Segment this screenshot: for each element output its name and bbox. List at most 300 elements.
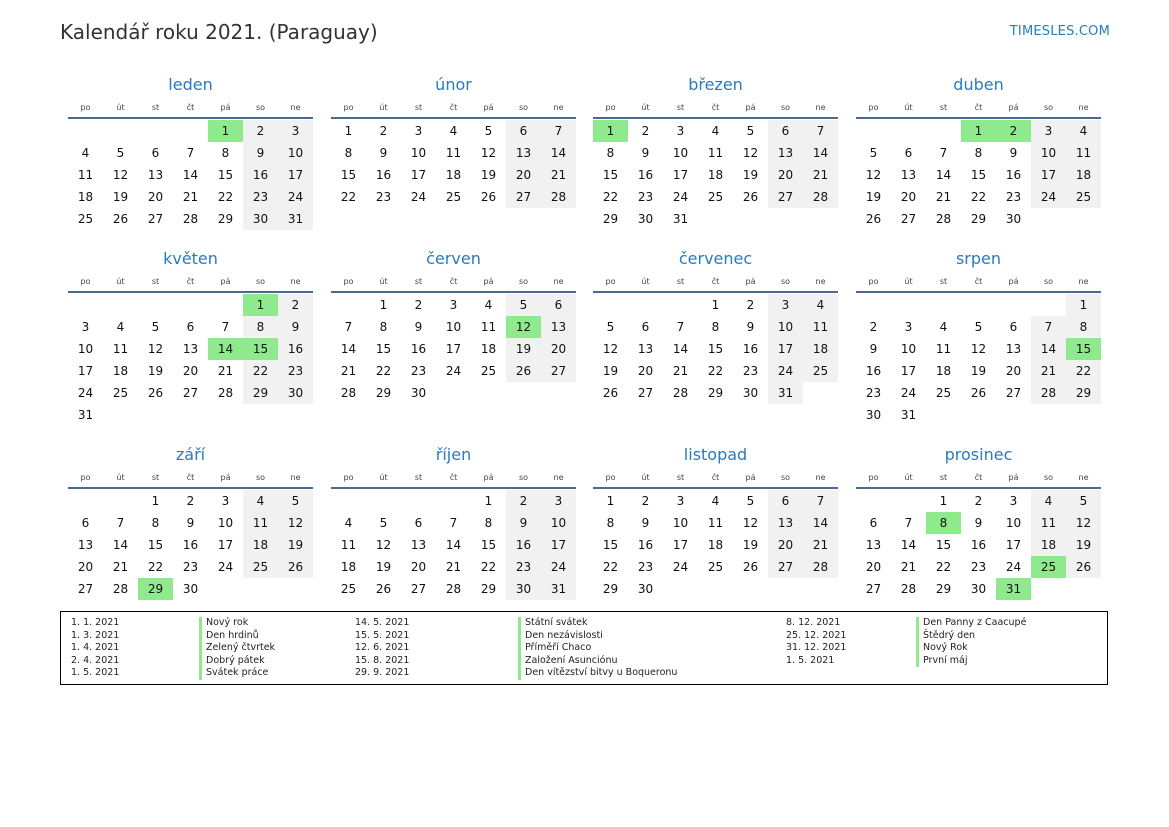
month-calendar — [593, 73, 838, 230]
empty-day-cell — [173, 404, 208, 426]
day-cell: 24 — [768, 360, 803, 382]
week-row — [68, 120, 313, 142]
day-cell: 6 — [768, 490, 803, 512]
day-cell: 11 — [243, 512, 278, 534]
empty-day-cell — [926, 294, 961, 316]
day-cell: 17 — [1005, 538, 1022, 552]
day-cell: 3 — [81, 320, 90, 334]
empty-day-cell — [996, 404, 1031, 426]
empty-day-cell — [1031, 294, 1066, 316]
day-cell: 16 — [375, 168, 392, 182]
empty-day-cell — [1066, 404, 1101, 426]
weekday-label: čt — [974, 277, 983, 286]
day-cell: 21 — [445, 560, 462, 574]
weekday-label: út — [904, 277, 913, 286]
day-cell: 19 — [112, 190, 129, 204]
week-row — [593, 490, 838, 512]
day-cell: 25 — [480, 364, 497, 378]
day-cell: 10 — [278, 142, 313, 164]
day-cell: 14 — [1031, 338, 1066, 360]
empty-day-cell — [698, 208, 733, 230]
day-cell: 22 — [602, 190, 619, 204]
empty-day-cell — [768, 208, 803, 230]
legend-holiday-name: Státní svátek — [518, 617, 677, 630]
month-calendar — [856, 247, 1101, 426]
week-row — [856, 382, 1101, 404]
day-cell: 23 — [970, 560, 987, 574]
week-row — [856, 120, 1101, 142]
week-row — [856, 404, 1101, 426]
weekday-label: čt — [711, 277, 720, 286]
brand-link[interactable]: TIMESLES.COM — [1009, 24, 1110, 39]
holiday-day-cell: 14 — [208, 338, 243, 360]
day-cell: 27 — [410, 582, 427, 596]
day-cell: 8 — [379, 320, 388, 334]
day-cell: 11 — [935, 342, 952, 356]
day-cell: 13 — [506, 142, 541, 164]
empty-day-cell — [331, 490, 366, 512]
empty-day-cell — [471, 382, 506, 404]
empty-day-cell — [1031, 578, 1066, 600]
day-cell: 9 — [186, 516, 195, 530]
month-calendar — [856, 73, 1101, 230]
weekday-label: ne — [1078, 103, 1089, 112]
week-row — [856, 490, 1101, 512]
day-cell: 30 — [1005, 212, 1022, 226]
day-cell: 11 — [77, 168, 94, 182]
holiday-day-cell: 15 — [1066, 338, 1101, 360]
day-cell: 9 — [1009, 146, 1018, 160]
day-cell: 27 — [768, 186, 803, 208]
day-cell: 17 — [672, 168, 689, 182]
day-cell: 7 — [676, 320, 685, 334]
legend-date: 1. 3. 2021 — [71, 629, 120, 641]
week-row — [68, 360, 313, 382]
day-cell: 25 — [77, 212, 94, 226]
day-cell: 25 — [707, 560, 724, 574]
day-cell: 6 — [641, 320, 650, 334]
day-cell: 4 — [803, 294, 838, 316]
day-cell: 17 — [445, 342, 462, 356]
day-cell: 19 — [278, 534, 313, 556]
empty-day-cell — [208, 294, 243, 316]
day-cell: 27 — [541, 360, 576, 382]
day-cell: 18 — [77, 190, 94, 204]
day-cell: 8 — [606, 146, 615, 160]
week-row — [331, 142, 576, 164]
day-cell: 1 — [151, 494, 160, 508]
day-cell: 12 — [602, 342, 619, 356]
weekday-label: po — [343, 103, 354, 112]
day-cell: 6 — [541, 294, 576, 316]
day-cell: 23 — [243, 186, 278, 208]
holiday-day-cell: 15 — [243, 338, 278, 360]
holiday-day-cell: 31 — [996, 578, 1031, 600]
legend-date: 12. 6. 2021 — [355, 642, 410, 653]
day-cell: 10 — [1005, 516, 1022, 530]
day-cell: 23 — [637, 190, 654, 204]
day-cell: 2 — [869, 320, 878, 334]
day-cell: 29 — [375, 386, 392, 400]
day-cell: 26 — [506, 360, 541, 382]
day-cell: 7 — [221, 320, 230, 334]
weekday-label: po — [868, 277, 879, 286]
empty-day-cell — [593, 294, 628, 316]
day-cell: 25 — [1066, 186, 1101, 208]
day-cell: 5 — [746, 494, 755, 508]
day-cell: 7 — [803, 120, 838, 142]
day-cell: 28 — [541, 186, 576, 208]
empty-day-cell — [173, 120, 208, 142]
day-cell: 26 — [970, 386, 987, 400]
day-cell: 11 — [707, 146, 724, 160]
day-cell: 20 — [77, 560, 94, 574]
empty-day-cell — [541, 382, 576, 404]
legend-date: 1. 1. 2021 — [71, 617, 120, 628]
day-cell: 30 — [506, 578, 541, 600]
week-row — [68, 338, 313, 360]
month-name: březen — [688, 75, 743, 94]
day-cell: 30 — [243, 208, 278, 230]
day-cell: 16 — [410, 342, 427, 356]
day-cell: 29 — [217, 212, 234, 226]
holiday-day-cell: 1 — [593, 120, 628, 142]
day-cell: 12 — [147, 342, 164, 356]
empty-day-cell — [138, 294, 173, 316]
empty-day-cell — [1031, 404, 1066, 426]
empty-day-cell — [243, 578, 278, 600]
day-cell: 13 — [637, 342, 654, 356]
week-row — [856, 338, 1101, 360]
day-cell: 24 — [541, 556, 576, 578]
day-cell: 25 — [243, 556, 278, 578]
day-cell: 20 — [900, 190, 917, 204]
day-cell: 5 — [974, 320, 983, 334]
weekday-label: st — [151, 473, 160, 482]
day-cell: 27 — [768, 556, 803, 578]
empty-day-cell — [278, 578, 313, 600]
weekday-label: po — [343, 277, 354, 286]
day-cell: 23 — [375, 190, 392, 204]
day-cell: 20 — [147, 190, 164, 204]
day-cell: 9 — [746, 320, 755, 334]
header-rule — [68, 291, 313, 293]
holiday-day-cell: 1 — [243, 294, 278, 316]
day-cell: 1 — [711, 298, 720, 312]
day-cell: 12 — [865, 168, 882, 182]
week-row — [68, 164, 313, 186]
legend-holiday-name: Příměří Chaco — [518, 642, 677, 655]
empty-day-cell — [856, 120, 891, 142]
legend-holiday-name: Štědrý den — [916, 630, 1026, 643]
weekday-label: ne — [815, 473, 826, 482]
empty-day-cell — [103, 294, 138, 316]
day-cell: 13 — [768, 142, 803, 164]
day-cell: 29 — [970, 212, 987, 226]
day-cell: 5 — [151, 320, 160, 334]
day-cell: 31 — [900, 408, 917, 422]
weekday-label: st — [939, 103, 948, 112]
day-cell: 1 — [939, 494, 948, 508]
day-cell: 21 — [182, 190, 199, 204]
weekday-label: st — [939, 277, 948, 286]
day-cell: 5 — [1066, 490, 1101, 512]
day-cell: 30 — [970, 582, 987, 596]
legend-holiday-name: Den hrdinů — [199, 630, 275, 643]
weekday-label: so — [255, 103, 266, 112]
day-cell: 16 — [506, 534, 541, 556]
day-cell: 24 — [445, 364, 462, 378]
day-cell: 21 — [340, 364, 357, 378]
day-cell: 8 — [1066, 316, 1101, 338]
week-row — [68, 316, 313, 338]
day-cell: 3 — [414, 124, 423, 138]
day-cell: 7 — [449, 516, 458, 530]
day-cell: 11 — [1066, 142, 1101, 164]
day-cell: 18 — [445, 168, 462, 182]
day-cell: 4 — [711, 494, 720, 508]
day-cell: 18 — [112, 364, 129, 378]
week-row — [593, 142, 838, 164]
weekday-label: so — [518, 277, 529, 286]
day-cell: 31 — [541, 578, 576, 600]
day-cell: 5 — [116, 146, 125, 160]
day-cell: 28 — [445, 582, 462, 596]
day-cell: 6 — [186, 320, 195, 334]
day-cell: 4 — [1031, 490, 1066, 512]
day-cell: 3 — [904, 320, 913, 334]
day-cell: 7 — [939, 146, 948, 160]
week-row — [593, 534, 838, 556]
weekday-label: st — [676, 473, 685, 482]
holiday-day-cell: 12 — [506, 316, 541, 338]
day-cell: 14 — [182, 168, 199, 182]
weekday-label: st — [151, 103, 160, 112]
day-cell: 25 — [445, 190, 462, 204]
empty-day-cell — [173, 294, 208, 316]
day-cell: 3 — [449, 298, 458, 312]
day-cell: 24 — [672, 190, 689, 204]
day-cell: 20 — [768, 534, 803, 556]
empty-day-cell — [103, 490, 138, 512]
day-cell: 30 — [278, 382, 313, 404]
day-cell: 14 — [672, 342, 689, 356]
legend-date: 15. 5. 2021 — [355, 629, 410, 641]
day-cell: 1 — [379, 298, 388, 312]
day-cell: 11 — [803, 316, 838, 338]
empty-day-cell — [891, 120, 926, 142]
day-cell: 28 — [340, 386, 357, 400]
day-cell: 27 — [77, 582, 94, 596]
day-cell: 7 — [116, 516, 125, 530]
empty-day-cell — [436, 490, 471, 512]
day-cell: 4 — [484, 298, 493, 312]
empty-day-cell — [926, 404, 961, 426]
weekday-label: po — [80, 277, 91, 286]
header-rule — [856, 487, 1101, 489]
day-cell: 2 — [379, 124, 388, 138]
weekday-label: čt — [186, 277, 195, 286]
day-cell: 3 — [676, 494, 685, 508]
day-cell: 30 — [865, 408, 882, 422]
day-cell: 23 — [410, 364, 427, 378]
day-cell: 2 — [746, 298, 755, 312]
weekday-label: so — [780, 277, 791, 286]
weekday-label: so — [518, 103, 529, 112]
day-cell: 24 — [217, 560, 234, 574]
month-calendar — [68, 443, 313, 600]
day-cell: 12 — [480, 146, 497, 160]
week-row — [68, 382, 313, 404]
day-cell: 28 — [672, 386, 689, 400]
weekday-header — [856, 469, 1101, 486]
day-cell: 6 — [869, 516, 878, 530]
day-cell: 17 — [768, 338, 803, 360]
day-cell: 1 — [606, 494, 615, 508]
week-row — [593, 338, 838, 360]
week-row — [68, 142, 313, 164]
day-cell: 2 — [506, 490, 541, 512]
day-cell: 29 — [480, 582, 497, 596]
day-cell: 19 — [865, 190, 882, 204]
day-cell: 31 — [672, 212, 689, 226]
week-row — [68, 490, 313, 512]
day-cell: 27 — [506, 186, 541, 208]
day-cell: 27 — [637, 386, 654, 400]
weekday-label: st — [676, 103, 685, 112]
empty-day-cell — [733, 578, 768, 600]
day-cell: 21 — [1031, 360, 1066, 382]
empty-day-cell — [891, 490, 926, 512]
holiday-day-cell: 25 — [1031, 556, 1066, 578]
weekday-label: st — [414, 277, 423, 286]
day-cell: 13 — [768, 512, 803, 534]
header-rule — [593, 117, 838, 119]
weekday-label: ne — [1078, 473, 1089, 482]
day-cell: 16 — [278, 338, 313, 360]
day-cell: 19 — [742, 168, 759, 182]
week-row — [593, 120, 838, 142]
day-cell: 18 — [1066, 164, 1101, 186]
legend-holiday-name: Svátek práce — [199, 667, 275, 680]
day-cell: 4 — [939, 320, 948, 334]
day-cell: 15 — [480, 538, 497, 552]
weekday-label: po — [343, 473, 354, 482]
day-cell: 21 — [672, 364, 689, 378]
week-row — [593, 294, 838, 316]
weekday-label: po — [605, 473, 616, 482]
day-cell: 21 — [112, 560, 129, 574]
legend-date: 1. 5. 2021 — [71, 667, 120, 678]
weekday-label: so — [255, 277, 266, 286]
day-cell: 25 — [803, 360, 838, 382]
weekday-label: ne — [815, 277, 826, 286]
day-cell: 13 — [900, 168, 917, 182]
day-cell: 23 — [742, 364, 759, 378]
week-row — [68, 404, 313, 426]
day-cell: 6 — [151, 146, 160, 160]
weekday-label: po — [868, 473, 879, 482]
day-cell: 27 — [1005, 386, 1022, 400]
legend-names-col-2 — [518, 617, 677, 680]
day-cell: 19 — [602, 364, 619, 378]
day-cell: 30 — [182, 582, 199, 596]
weekday-label: ne — [290, 103, 301, 112]
day-cell: 14 — [340, 342, 357, 356]
day-cell: 4 — [344, 516, 353, 530]
day-cell: 22 — [340, 190, 357, 204]
week-row — [331, 186, 576, 208]
day-cell: 26 — [865, 212, 882, 226]
day-cell: 18 — [707, 168, 724, 182]
day-cell: 8 — [151, 516, 160, 530]
day-cell: 16 — [742, 342, 759, 356]
weekday-label: ne — [290, 277, 301, 286]
weekday-label: ne — [553, 277, 564, 286]
weekday-label: so — [780, 103, 791, 112]
month-name: prosinec — [944, 445, 1013, 464]
day-cell: 8 — [243, 316, 278, 338]
week-row — [593, 382, 838, 404]
day-cell: 12 — [1066, 512, 1101, 534]
day-cell: 26 — [147, 386, 164, 400]
day-cell: 21 — [803, 164, 838, 186]
day-cell: 9 — [641, 146, 650, 160]
day-cell: 5 — [869, 146, 878, 160]
day-cell: 17 — [900, 364, 917, 378]
day-cell: 24 — [278, 186, 313, 208]
week-row — [856, 186, 1101, 208]
day-cell: 22 — [707, 364, 724, 378]
day-cell: 4 — [81, 146, 90, 160]
day-cell: 31 — [278, 208, 313, 230]
day-cell: 6 — [1009, 320, 1018, 334]
day-cell: 22 — [935, 560, 952, 574]
week-row — [68, 556, 313, 578]
weekday-label: pá — [483, 277, 494, 286]
day-cell: 15 — [602, 538, 619, 552]
day-cell: 18 — [803, 338, 838, 360]
day-cell: 18 — [340, 560, 357, 574]
day-cell: 13 — [147, 168, 164, 182]
weekday-label: pá — [220, 277, 231, 286]
day-cell: 22 — [480, 560, 497, 574]
empty-day-cell — [506, 382, 541, 404]
day-cell: 11 — [480, 320, 497, 334]
day-cell: 27 — [147, 212, 164, 226]
week-row — [331, 382, 576, 404]
day-cell: 16 — [182, 538, 199, 552]
week-row — [856, 512, 1101, 534]
day-cell: 28 — [1031, 382, 1066, 404]
day-cell: 25 — [935, 386, 952, 400]
weekday-label: čt — [449, 473, 458, 482]
day-cell: 8 — [711, 320, 720, 334]
day-cell: 14 — [935, 168, 952, 182]
day-cell: 17 — [278, 164, 313, 186]
holiday-day-cell: 29 — [138, 578, 173, 600]
week-row — [856, 534, 1101, 556]
empty-day-cell — [856, 490, 891, 512]
week-row — [593, 578, 838, 600]
week-row — [331, 120, 576, 142]
day-cell: 14 — [445, 538, 462, 552]
week-row — [68, 534, 313, 556]
weekday-label: ne — [553, 103, 564, 112]
day-cell: 26 — [375, 582, 392, 596]
day-cell: 20 — [637, 364, 654, 378]
weekday-label: út — [379, 277, 388, 286]
